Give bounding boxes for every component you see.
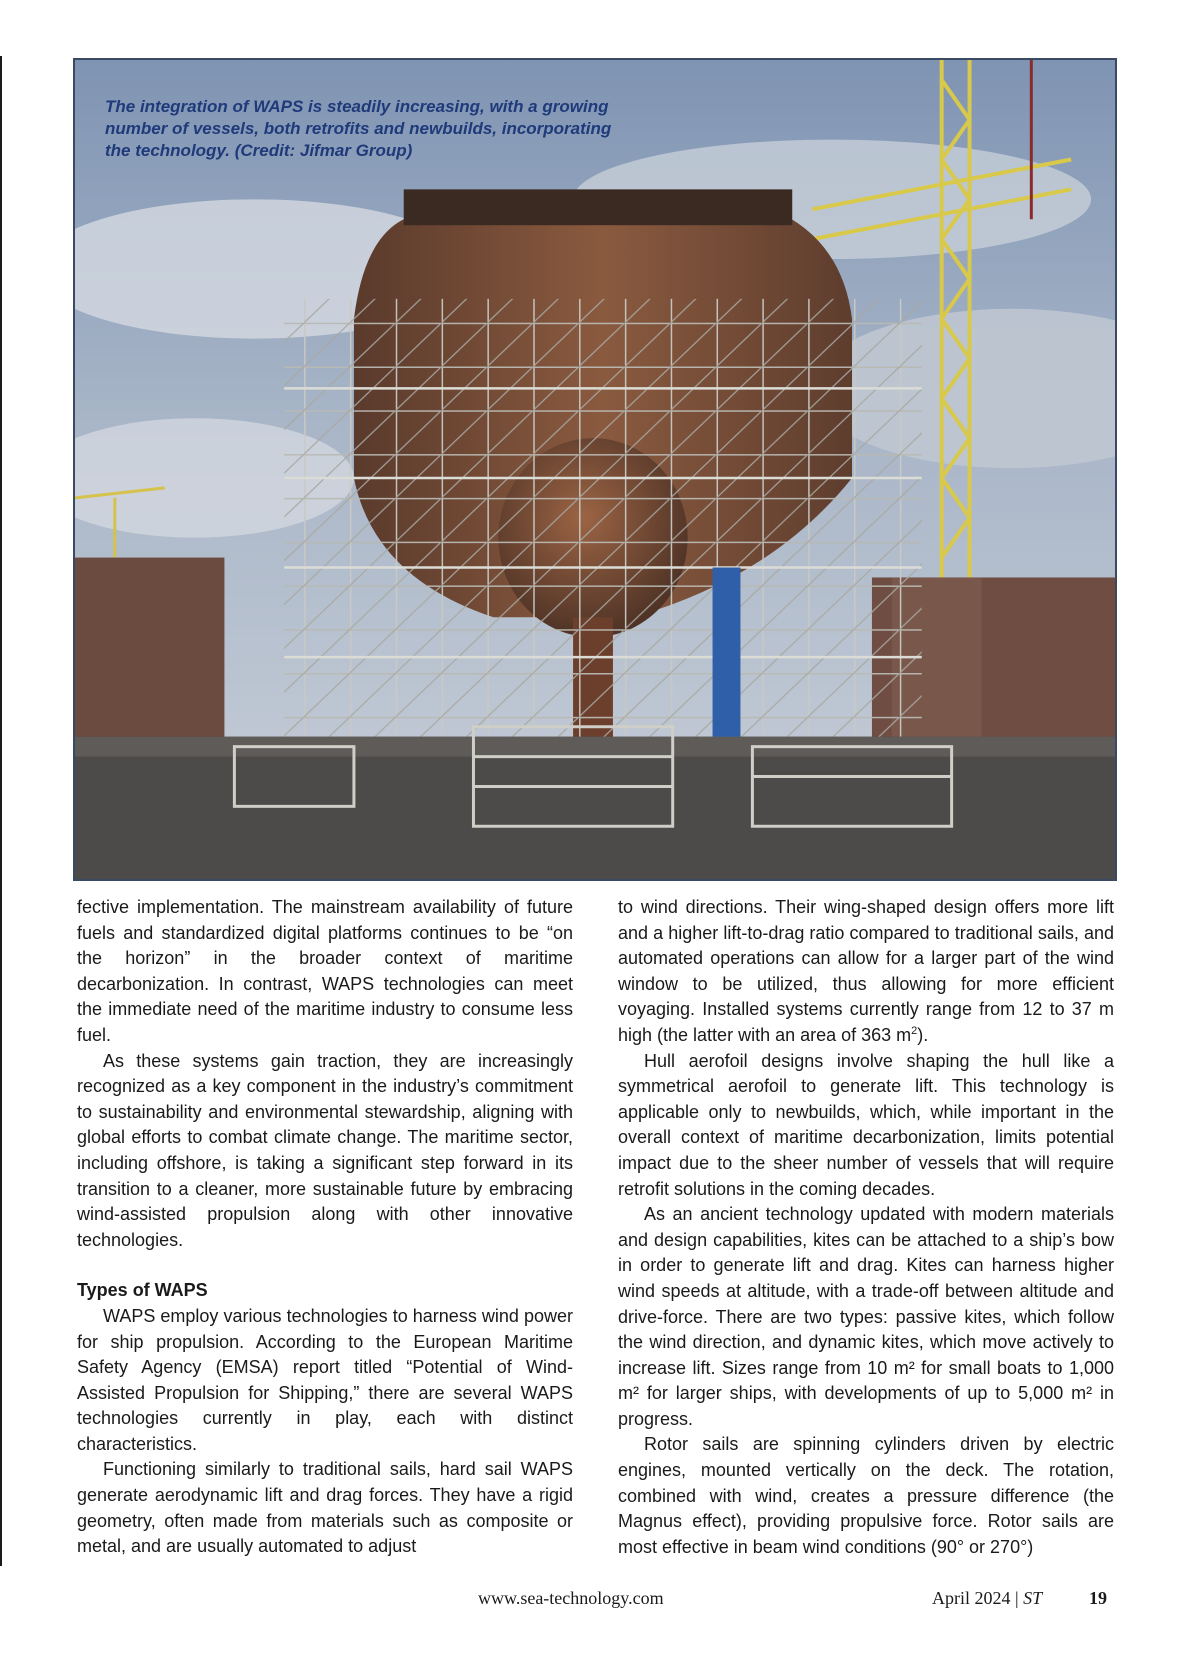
body-paragraph: Functioning similarly to traditional sails, hard sail WAPS generate aerodynamic lift and drag forces. They have a rigid geometry, often made from materials such as composite or metal, and are usually automated to adjust [77,1459,573,1557]
website-url[interactable]: www.sea-technology.com [478,1588,664,1608]
body-paragraph: fective implementation. The mainstream availability of future fuels and standardized digital platforms continues to be “on the horizon” in the broader context of maritime decarbonization. In contrast, WAPS technologies can meet the immediate need of the maritime industry to consume less fuel. [77,897,573,1045]
margin-rule [0,56,2,1566]
left-column [77,895,573,1560]
right-column [618,895,1114,1560]
paragraph-text: to wind directions. Their wing-shaped design offers more lift and a higher lift-to-drag ratio compared to traditional sails, and automated operations can allow for a larger part of the wind window to be utilized, thus allowing for more efficient voyaging. Installed systems currently range from 12 to 37 m high (the latter with an area of 363 m [618,897,1114,1045]
page-number: 19 [1089,1588,1107,1608]
body-paragraph: WAPS employ various technologies to harness wind power for ship propulsion. According to the European Maritime Safety Agency (EMSA) report titled “Potential of Wind-Assisted Propulsion for Shipping,” there are several WAPS technologies currently in play, each with distinct characteristics. [77,1305,573,1454]
body-paragraph: As an ancient technology updated with modern materials and design capabilities, kites can be attached to a ship’s bow in order to generate lift and drag. Kites can harness higher wind speeds at altitude, with a trade-off between altitude and drive-force. There are two types: passive kites, which follow the wind direction, and dynamic kites, which move actively to increase lift. Sizes range from 10 m² for small boats to 1,000 m² for larger ships, with developments of up to 5,000 m² in progress. [618,1204,1114,1429]
paragraph-text: ). [917,1024,929,1045]
body-paragraph: Hull aerofoil designs involve shaping the hull like a symmetrical aerofoil to generate lift. This technology is applicable only to newbuilds, which, while important in the overall context of maritime decarbonization, limits potential impact due to the sheer number of vessels that will require retrofit solutions in the coming decades. [618,1050,1114,1199]
shipyard-illustration [75,60,1115,879]
body-paragraph: As these systems gain traction, they are increasingly recognized as a key component in the industry’s commitment to sustainability and environmental stewardship, aligning with global efforts to combat climate change. The maritime sector, including offshore, is taking a significant step forward in its transition to a cleaner, more sustainable future by embracing wind-assisted propulsion along with other innovative technologies. [77,1050,573,1250]
superscript: 2 [911,1024,918,1037]
ship-hull-photo [73,58,1117,881]
body-paragraph [618,895,1114,1049]
issue-text: April 2024 | [932,1588,1024,1608]
section-heading: Types of WAPS [77,1280,208,1301]
issue-date [932,1588,1042,1609]
journal-abbrev: ST [1023,1588,1043,1608]
page-footer [0,1588,1200,1616]
photo-caption: The integration of WAPS is steadily increasing, with a growing number of vessels, both retrofits and newbuilds, incorporating the technology. (Credit: Jifmar Group) [105,97,612,160]
body-paragraph: Rotor sails are spinning cylinders driven by electric engines, mounted vertically on the deck. The rotation, combined with wind, creates a pressure difference (the Magnus effect), providing propulsive force. Rotor sails are most effective in beam wind conditions (90° or 270°) [618,1434,1114,1557]
